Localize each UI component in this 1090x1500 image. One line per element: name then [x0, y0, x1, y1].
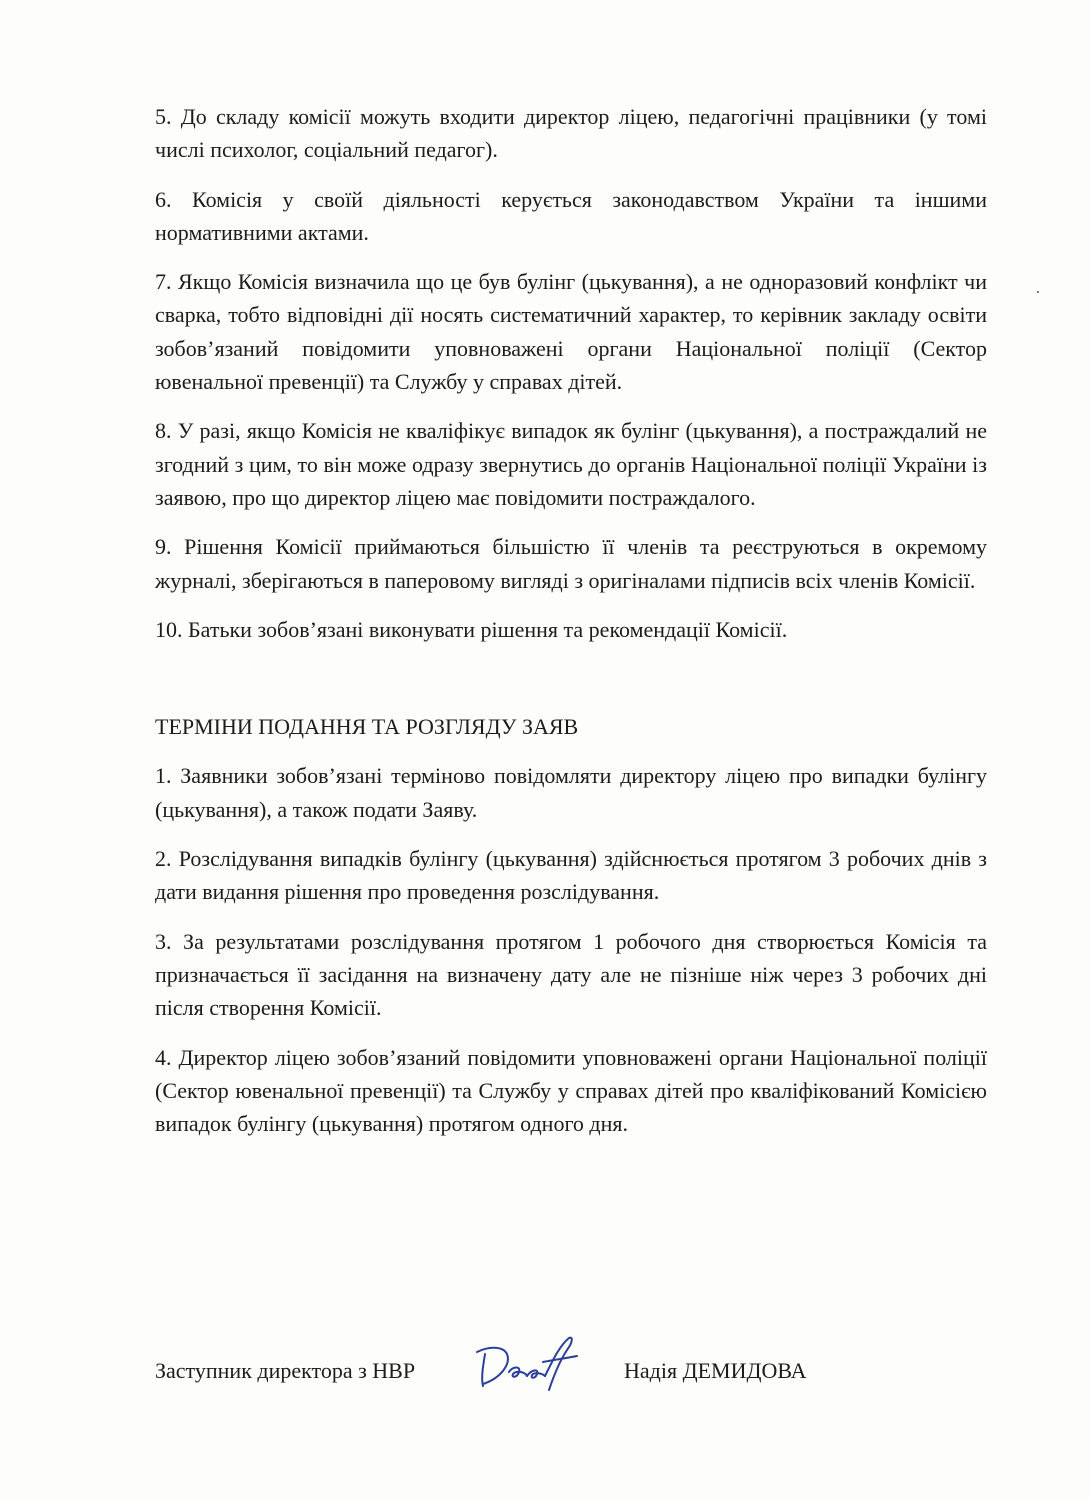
paragraph-5: 5. До складу комісії можуть входити директор ліцею, педагогічні працівники (у томі числі психолог, соціальний педагог).: [155, 104, 987, 163]
signer-name: Надія ДЕМИДОВА: [624, 1358, 807, 1383]
deadline-paragraph-2: 2. Розслідування випадків булінгу (цькування) здійснюється протягом 3 робочих днів з дати видання рішення про проведення розслідування.: [155, 846, 987, 905]
document-body: [155, 100, 987, 1156]
handwritten-signature: [473, 1332, 583, 1394]
paragraph-6: 6. Комісія у своїй діяльності керується законодавством України та іншими нормативними актами.: [155, 186, 987, 245]
deadline-paragraph-4: 4. Директор ліцею зобов’язаний повідомити уповноважені органи Національної поліції (Сектор ювенальної превенції) та Службу у справах дітей про кваліфікований Комісією випадок булінгу (цькування) протягом одного дня.: [155, 1044, 987, 1137]
paragraph-8: 8. У разі, якщо Комісія не кваліфікує випадок як булінг (цькування), а постраждалий не згодний з цим, то він може одразу звернутись до органів Національної поліції України із заявою, про що директор ліцею має повідомити постраждалого.: [155, 418, 987, 510]
signer-role: Заступник директора з НВР: [155, 1358, 416, 1383]
paragraph-9: 9. Рішення Комісії приймаються більшістю її членів та реєструються в окремому журналі, зберігаються в паперовому вигляді з оригіналами підписів всіх членів Комісії.: [155, 534, 987, 593]
scan-speck: [1037, 291, 1039, 293]
section-heading: ТЕРМІНИ ПОДАННЯ ТА РОЗГЛЯДУ ЗАЯВ: [155, 714, 579, 740]
paragraph-10: 10. Батьки зобов’язані виконувати рішення та рекомендації Комісії.: [155, 616, 788, 642]
deadline-paragraph-3: 3. За результатами розслідування протягом 1 робочого дня створюється Комісія та призначається її засідання на визначену дату але не пізніше ніж через 3 робочих дні після створення Комісії.: [155, 928, 987, 1021]
signature-block: [155, 1354, 987, 1394]
deadline-paragraph-1: 1. Заявники зобов’язані терміново повідомляти директору ліцею про випадки булінгу (цькування), а також подати Заяву.: [155, 763, 987, 822]
paragraph-7: 7. Якщо Комісія визначила що це був булінг (цькування), а не одноразовий конфлікт чи сварка, тобто відповідні дії носять систематичний характер, то керівник закладу освіти зобов’язаний повідомити уповноважені органи Національної поліції (Сектор ювенальної превенції) та Службу у справах дітей.: [155, 269, 987, 395]
